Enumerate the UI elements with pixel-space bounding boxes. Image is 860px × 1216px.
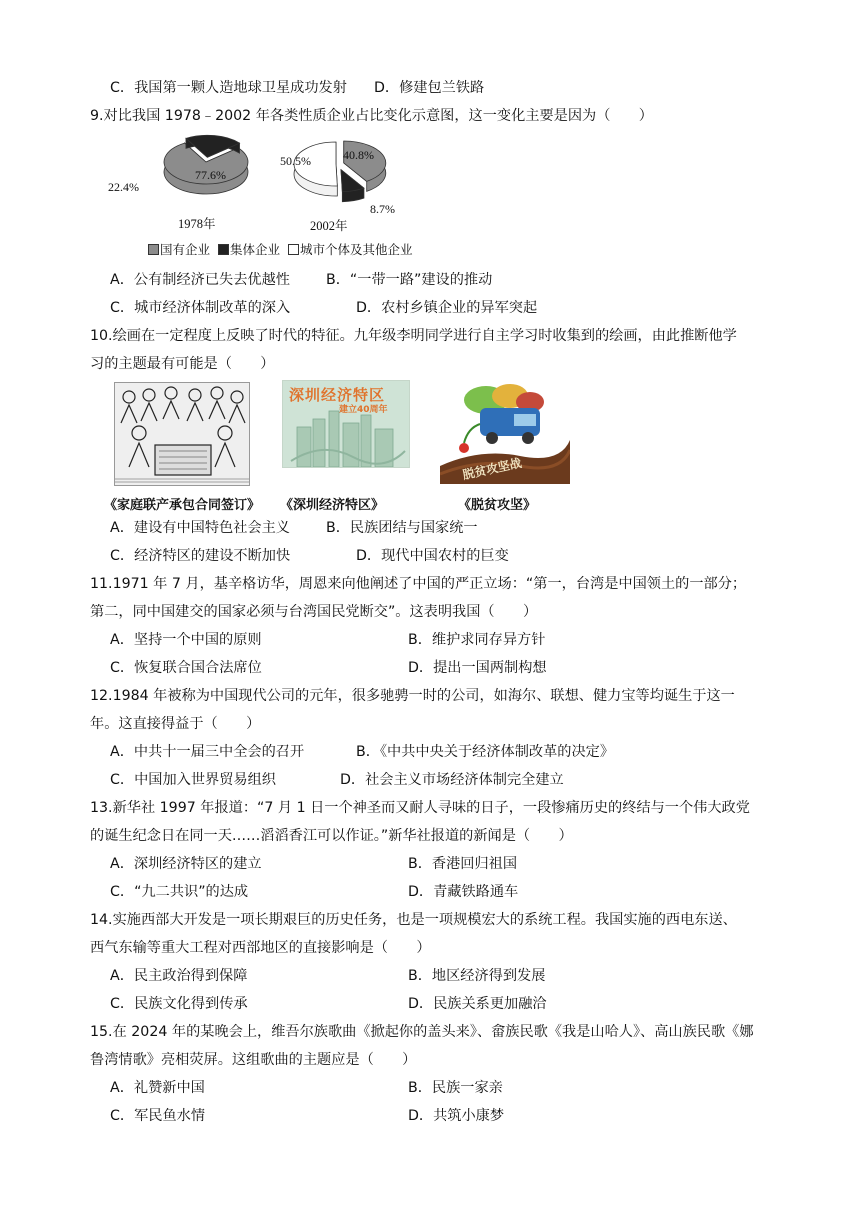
q11-option-d: D．提出一国两制构想 (408, 660, 547, 676)
q11-stem-line1: 11.1971 年 7 月，基辛格访华，周恩来向他阐述了中国的严正立场：“第一，台湾是中国领土的一部分； (90, 576, 747, 592)
pie-2002-title: 2002年 (310, 219, 348, 233)
q14-option-b: B．地区经济得到发展 (408, 968, 546, 984)
q10-option-d: D．现代中国农村的巨变 (356, 548, 509, 564)
painting-shenzhen-sez (282, 380, 410, 468)
q11-option-b: B．维护求同存异方针 (408, 632, 546, 648)
poster-title: 深圳经济特区 (289, 386, 386, 404)
legend-label-collective: 集体企业 (230, 242, 281, 257)
q15-option-b: B．民族一家亲 (408, 1080, 503, 1096)
caption-shenzhen-sez: 《深圳经济特区》 (280, 497, 385, 512)
q9-pie-chart-figure (108, 134, 418, 260)
q9-option-c: C．城市经济体制改革的深入 (110, 300, 291, 316)
pie-1978-label-collective: 22.4% (108, 180, 139, 194)
q13-option-c: C．“九二共识”的达成 (110, 884, 249, 900)
q9-option-a: A．公有制经济已失去优越性 (110, 272, 290, 288)
poster-subtitle: 建立40周年 (339, 405, 388, 415)
q11-stem-line2: 第二，同中国建交的国家必须与台湾国民党断交”。这表明我国（ ） (90, 604, 538, 620)
q10-option-b: B．民族团结与国家统一 (326, 520, 478, 536)
pie-2002-label-collective: 8.7% (370, 202, 395, 216)
q10-option-c: C．经济特区的建设不断加快 (110, 548, 291, 564)
q13-option-a: A．深圳经济特区的建立 (110, 856, 262, 872)
q14-option-c: C．民族文化得到传承 (110, 996, 248, 1012)
caption-contract-signing: 《家庭联产承包合同签订》 (104, 497, 261, 512)
q14-option-a: A．民主政治得到保障 (110, 968, 248, 984)
q15-option-d: D．共筑小康梦 (408, 1108, 505, 1124)
q9-option-d: D．农村乡镇企业的异军突起 (356, 300, 538, 316)
pie-2002-label-private: 50.5% (280, 154, 311, 168)
q9-chart-legend (148, 240, 413, 258)
q15-option-c: C．军民鱼水情 (110, 1108, 206, 1124)
contract-signing-sketch (115, 383, 249, 485)
banner-text: 脱贫攻坚战 (461, 455, 523, 483)
q14-option-d: D．民族关系更加融洽 (408, 996, 547, 1012)
painting-poverty-alleviation (440, 378, 570, 484)
legend-label-private: 城市个体及其他企业 (300, 242, 413, 257)
q12-stem-line1: 12.1984 年被称为中国现代公司的元年，很多驰骋一时的公司，如海尔、联想、健力宝等均诞生于这一 (90, 688, 735, 704)
pie-2002-label-state: 40.8% (343, 148, 374, 162)
q12-option-c: C．中国加入世界贸易组织 (110, 772, 276, 788)
legend-swatch-private (288, 244, 299, 255)
city-skyline-graphic (283, 381, 409, 467)
painting-contract-signing (114, 382, 250, 486)
q14-stem-line1: 14.实施西部大开发是一项长期艰巨的历史任务，也是一项规模宏大的系统工程。我国实施的西电东送、 (90, 912, 737, 928)
q15-option-a: A．礼赞新中国 (110, 1080, 205, 1096)
q11-option-a: A．坚持一个中国的原则 (110, 632, 262, 648)
q15-stem-line1: 15.在 2024 年的某晚会上，维吾尔族歌曲《掀起你的盖头来》、畲族民歌《我是山哈人》、高山族民歌《娜 (90, 1024, 754, 1040)
q9-option-b: B．“一带一路”建设的推动 (326, 272, 493, 288)
legend-swatch-state (148, 244, 159, 255)
pie-1978-label-state: 77.6% (195, 168, 226, 182)
q8-option-d: D．修建包兰铁路 (374, 80, 485, 96)
q14-stem-line2: 西气东输等重大工程对西部地区的直接影响是（ ） (90, 940, 431, 956)
pie-1978-title: 1978年 (178, 217, 216, 231)
q10-stem-line2: 习的主题最有可能是（ ） (90, 356, 275, 372)
q10-stem-line1: 10.绘画在一定程度上反映了时代的特征。九年级李明同学进行自主学习时收集到的绘画，由此推断他学 (90, 328, 737, 344)
q15-stem-line2: 鲁湾情歌》亮相荧屏。这组歌曲的主题应是（ ） (90, 1052, 417, 1068)
q11-option-c: C．恢复联合国合法席位 (110, 660, 262, 676)
legend-label-state: 国有企业 (160, 242, 211, 257)
caption-poverty-alleviation: 《脱贫攻坚》 (458, 497, 537, 512)
q13-stem-line2: 的诞生纪念日在同一天……滔滔香江可以作证。”新华社报道的新闻是（ ） (90, 828, 573, 844)
q12-option-d: D．社会主义市场经济体制完全建立 (340, 772, 564, 788)
pie-1978 (164, 135, 248, 194)
q13-option-b: B．香港回归祖国 (408, 856, 518, 872)
q12-stem-line2: 年。这直接得益于（ ） (90, 716, 261, 732)
q8-option-c: C．我国第一颗人造地球卫星成功发射 (110, 80, 347, 96)
q9-stem: 9.对比我国 1978﹣2002 年各类性质企业占比变化示意图，这一变化主要是因为（ ） (90, 108, 653, 124)
q13-stem-line1: 13.新华社 1997 年报道：“7 月 1 日一个神圣而又耐人寻味的日子，一段惨痛历史的终结与一个伟大政党 (90, 800, 750, 816)
q13-option-d: D．青藏铁路通车 (408, 884, 519, 900)
legend-swatch-collective (218, 244, 229, 255)
q12-option-b: B．《中共中央关于经济体制改革的决定》 (356, 744, 615, 760)
q12-option-a: A．中共十一届三中全会的召开 (110, 744, 305, 760)
q10-option-a: A．建设有中国特色社会主义 (110, 520, 290, 536)
